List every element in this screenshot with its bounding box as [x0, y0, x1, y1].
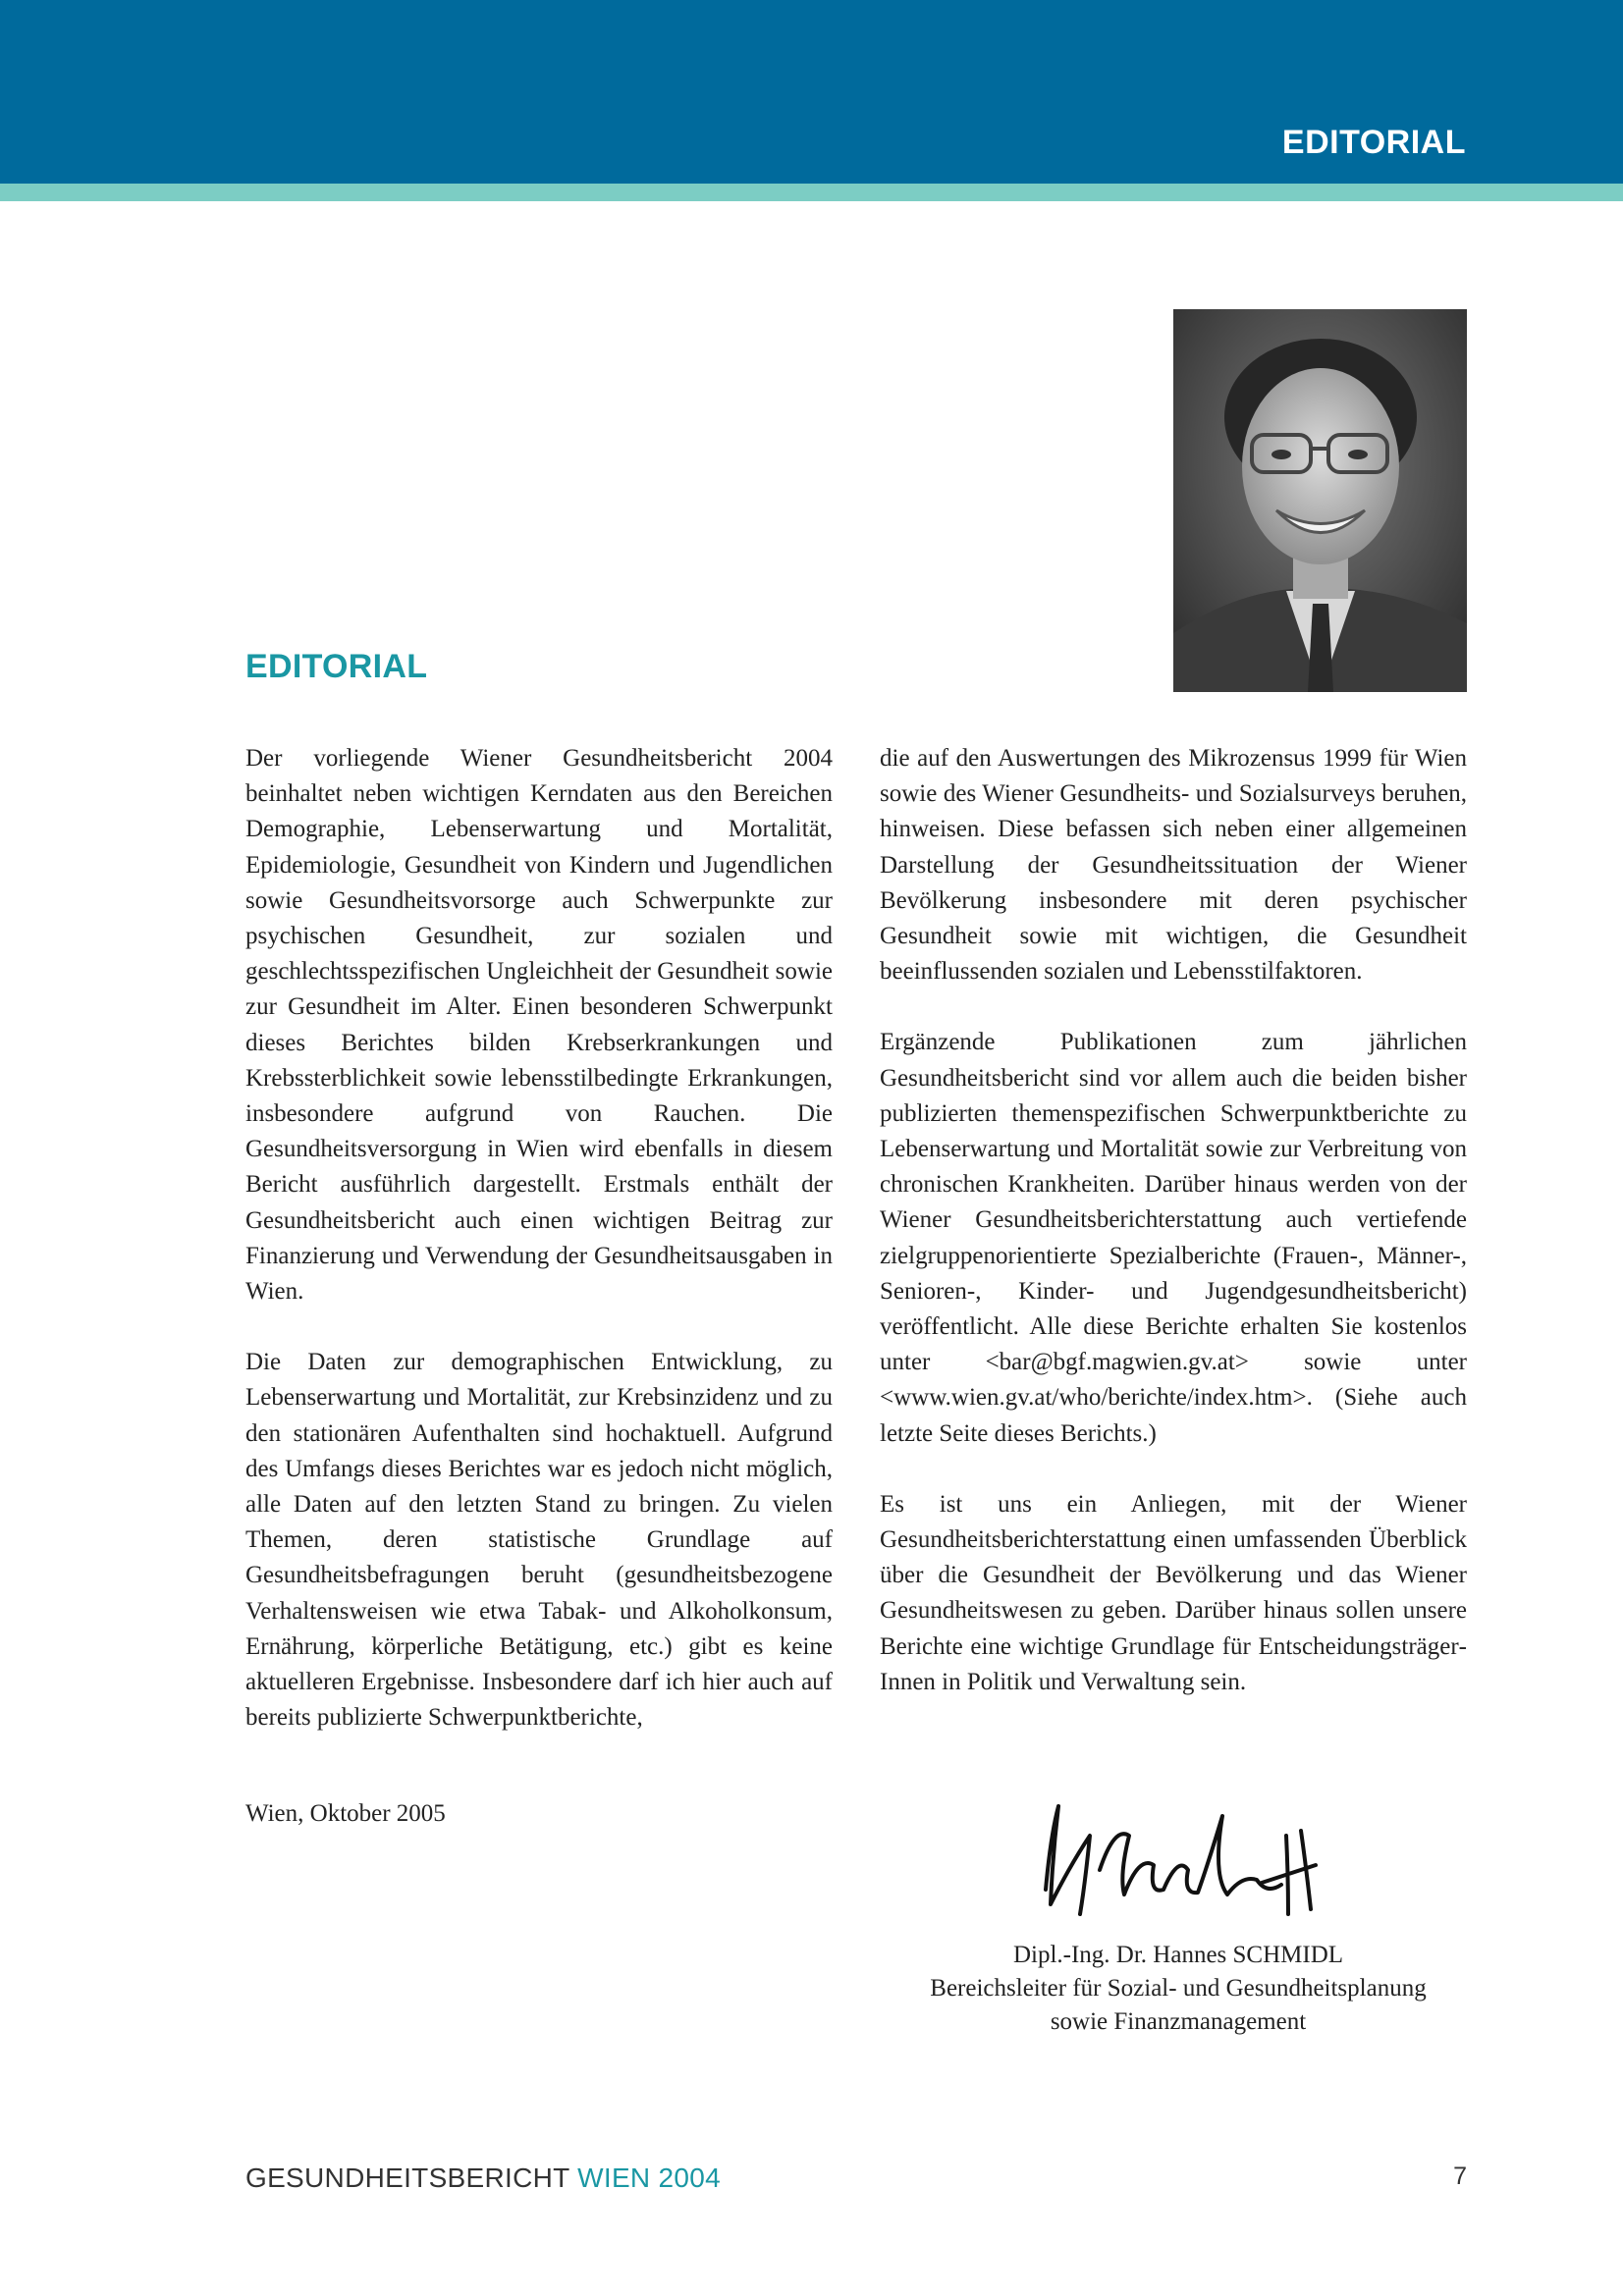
paragraph: die auf den Auswertungen des Mikrozensus 1999 für Wien sowie des Wiener Gesundheits- und Sozialsurveys beruhen, hinweisen. Diese befassen sich neben einer allgemeinen Darstellung der Gesundheitssituation der Wiener Bevölkerung insbesondere mit deren psychischer Gesundheit sowie mit wichtigen, die Gesundheit beeinflussenden sozialen und Lebensstilfaktoren. [880, 745, 1467, 986]
paragraph: Ergänzende Publikationen zum jährlichen Gesundheitsbericht sind vor allem auch die beiden bisher publizierten themenspezifischen Schwerpunktberichte zu Lebenserwartung und Mortalität sowie zur Verbreitung von chronischen Krankheiten. Darüber hinaus werden von der Wiener Gesundheitsberichterstattung auch vertiefende zielgruppenorientierte Spezialberichte (Frauen-, Männer-, Senioren-, Kinder- und Jugendgesundheitsbericht) veröffentlicht. Alle diese Berichte erhalten Sie kostenlos unter <bar@bgf.magwien.gv.at> sowie unter <www.wien.gv.at/who/berichte/index.htm>. (Siehe auch letzte Seite dieses Berichts.) [880, 1029, 1467, 1447]
paragraph: Es ist uns ein Anliegen, mit der Wiener Gesundheitsberichterstattung einen umfassenden Überblick über die Gesundheit der Bevölkerung und das Wiener Gesundheitswesen zu geben. Darüber hinaus sollen unsere Berichte eine wichtige Grundlage für EntscheidungsträgerInnen in Politik und Verwaltung sein. [880, 1490, 1467, 1695]
date-line: Wien, Oktober 2005 [245, 1800, 446, 1827]
footer-accent: WIEN 2004 [577, 2163, 722, 2193]
handwritten-signature-icon [1031, 1796, 1345, 1934]
signer-role-continued: sowie Finanzmanagement [1050, 2008, 1307, 2035]
header-stripe [0, 184, 1623, 201]
header-title: EDITORIAL [1281, 124, 1466, 161]
text-column-left [245, 741, 833, 1771]
signer-name: Dipl.-Ing. Dr. Hannes SCHMIDL [1012, 1942, 1344, 1968]
portrait-photo-icon [1173, 309, 1467, 692]
footer-label: GESUNDHEITSBERICHT [245, 2163, 570, 2193]
text-column-right [880, 741, 1467, 1735]
signature-block [884, 1939, 1473, 2039]
footer-title [245, 2163, 721, 2194]
paragraph: Der vorliegende Wiener Gesundheitsbericht 2004 beinhaltet neben wichtigen Kerndaten aus den Bereichen Demographie, Lebenserwartung und Mortalität, Epidemiologie, Gesundheit von Kindern und Jugendlichen sowie Gesundheitsvorsorge auch Schwerpunkte zur psychischen Gesundheit, zur sozialen und geschlechtsspezifischen Ungleichheit der Gesundheit sowie zur Gesundheit im Alter. Einen besonderen Schwerpunkt dieses Berichtes bilden Krebserkrankungen und Krebssterblichkeit sowie lebensstilbedingte Erkrankungen, insbesondere aufgrund von Rauchen. Die Gesundheitsversorgung in Wien wird ebenfalls in diesem Bericht ausführlich dargestellt. Erstmals enthält der Gesundheitsbericht auch einen wichtigen Beitrag zur Finanzierung und Verwendung der Gesundheitsausgaben in Wien. [245, 745, 833, 1306]
section-title: EDITORIAL [245, 648, 428, 685]
signer-role: Bereichsleiter für Sozial- und Gesundheitsplanung [930, 1975, 1427, 2002]
page-number: 7 [1453, 2163, 1467, 2190]
paragraph: Die Daten zur demographischen Entwicklung, zu Lebenserwartung und Mortalität, zur Krebsinzidenz und zu den stationären Aufenthalten sind hochaktuell. Aufgrund des Umfangs dieses Berichtes war es jedoch nicht möglich, alle Daten auf den letzten Stand zu bringen. Zu vielen Themen, deren statistische Grundlage auf Gesundheitsbefragungen beruht (gesundheitsbezogene Verhaltensweisen wie etwa Tabak- und Alkoholkonsum, Ernährung, körperliche Betätigung, etc.) gibt es keine aktuelleren Ergebnisse. Insbesondere darf ich hier auch auf bereits publizierte Schwerpunktberichte, [245, 1349, 833, 1732]
